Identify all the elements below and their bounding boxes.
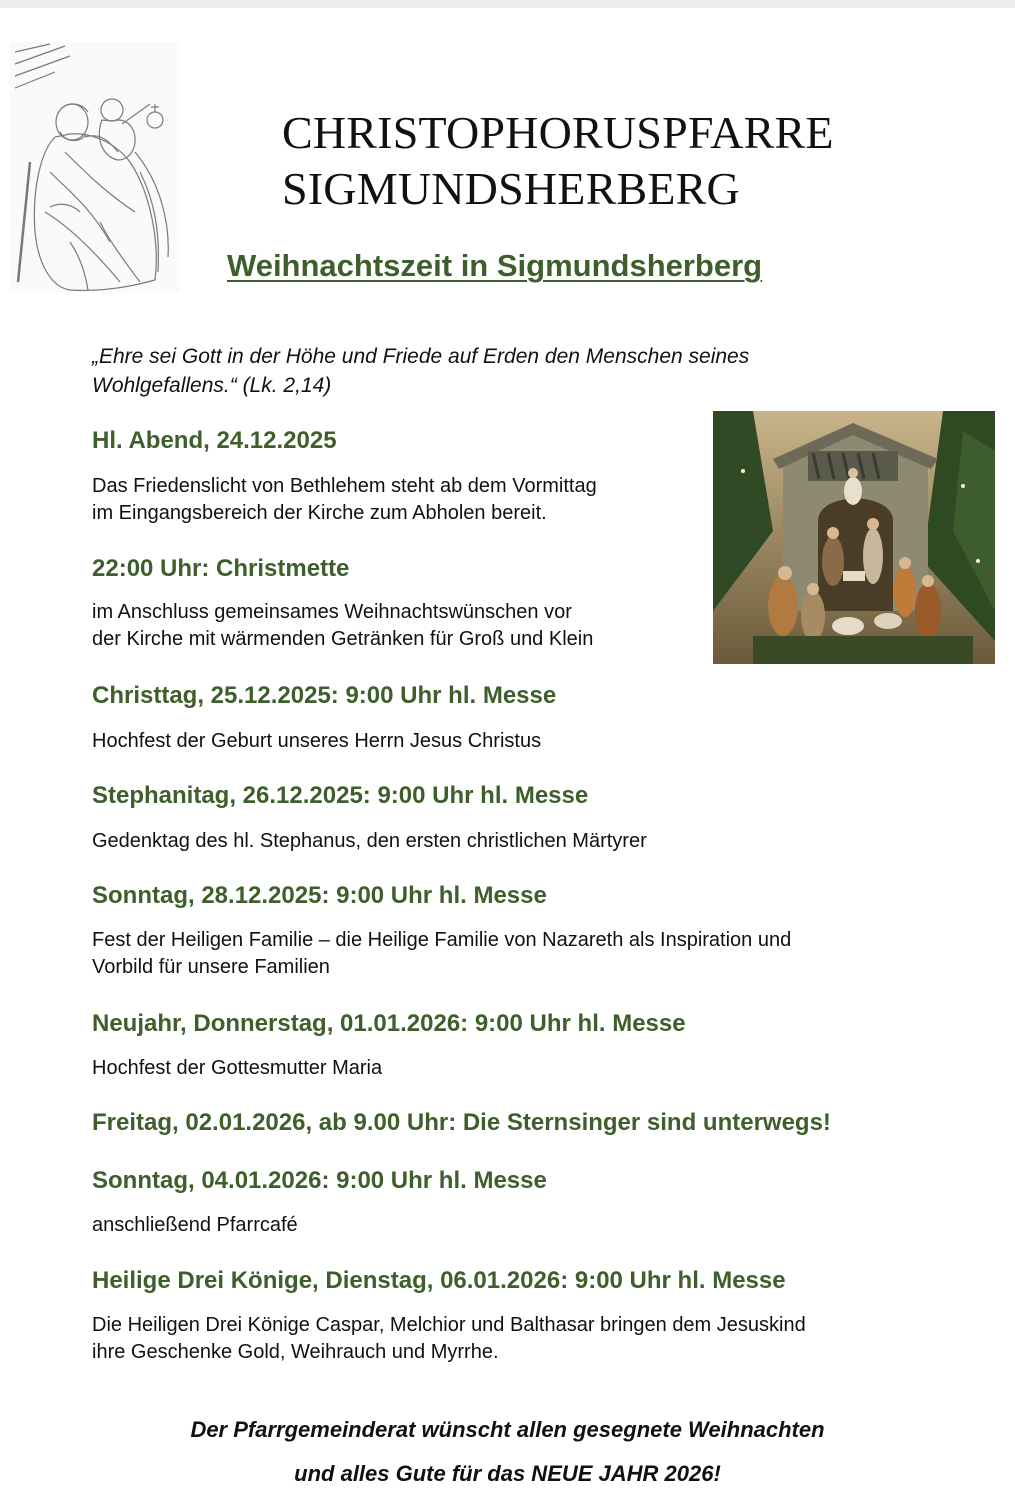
nativity-scene-photo	[713, 411, 995, 664]
event-desc-neujahr	[92, 1055, 972, 1082]
event-desc-line: Die Heiligen Drei Könige Caspar, Melchior und Balthasar bringen dem Jesuskind	[92, 1314, 806, 1336]
event-title-sonntag-04: Sonntag, 04.01.2026: 9:00 Uhr hl. Messe	[92, 1167, 547, 1194]
event-desc-stephanitag	[92, 828, 972, 855]
quote-line2: Wohlgefallens.“	[92, 374, 237, 397]
event-title-christmette: 22:00 Uhr: Christmette	[92, 555, 350, 582]
event-title-christtag: Christtag, 25.12.2025: 9:00 Uhr hl. Messe	[92, 682, 557, 709]
event-desc-line: ihre Geschenke Gold, Weihrauch und Myrrhe.	[92, 1341, 499, 1363]
saint-christopher-engraving	[10, 42, 180, 292]
event-desc-line: Vorbild für unsere Familien	[92, 956, 330, 978]
event-title-christmas-eve: Hl. Abend, 24.12.2025	[92, 427, 337, 454]
event-desc-line: anschließend Pfarrcafé	[92, 1214, 298, 1236]
event-desc-christmas-eve	[92, 473, 697, 527]
event-desc-line: Gedenktag des hl. Stephanus, den ersten christlichen Märtyrer	[92, 830, 647, 852]
event-title-stephanitag: Stephanitag, 26.12.2025: 9:00 Uhr hl. Messe	[92, 782, 589, 809]
event-desc-line: Fest der Heiligen Familie – die Heilige Familie von Nazareth als Inspiration und	[92, 929, 792, 951]
event-desc-line: Hochfest der Gottesmutter Maria	[92, 1057, 383, 1079]
event-desc-line: Hochfest der Geburt unseres Herrn Jesus Christus	[92, 730, 542, 752]
event-desc-line: im Anschluss gemeinsames Weihnachtswünschen vor	[92, 601, 572, 623]
page-subtitle: Weihnachtszeit in Sigmundsherberg	[227, 248, 763, 283]
event-title-neujahr: Neujahr, Donnerstag, 01.01.2026: 9:00 Uhr hl. Messe	[92, 1010, 686, 1037]
event-title-drei-koenige: Heilige Drei Könige, Dienstag, 06.01.2026: 9:00 Uhr hl. Messe	[92, 1267, 786, 1294]
event-desc-christmette	[92, 599, 697, 653]
quote-line1: „Ehre sei Gott in der Höhe und Friede auf Erden den Menschen seines	[92, 345, 750, 368]
closing-greeting	[0, 1408, 1015, 1496]
event-desc-sonntag-28	[92, 927, 972, 981]
event-desc-line: der Kirche mit wärmenden Getränken für Groß und Klein	[92, 628, 594, 650]
event-desc-sonntag-04	[92, 1212, 972, 1239]
top-margin-bar	[0, 0, 1015, 8]
bible-quote	[92, 342, 922, 400]
parish-title	[282, 105, 834, 217]
event-desc-line: im Eingangsbereich der Kirche zum Abholen bereit.	[92, 502, 547, 524]
event-title-sternsinger: Freitag, 02.01.2026, ab 9.00 Uhr: Die Sternsinger sind unterwegs!	[92, 1109, 831, 1136]
parish-title-line1: CHRISTOPHORUSPFARRE	[282, 107, 834, 158]
closing-line2: und alles Gute für das NEUE JAHR 2026!	[294, 1461, 721, 1486]
quote-reference: (Lk. 2,14)	[236, 374, 332, 397]
event-desc-line: Das Friedenslicht von Bethlehem steht ab dem Vormittag	[92, 475, 597, 497]
closing-line1: Der Pfarrgemeinderat wünscht allen gesegnete Weihnachten	[190, 1417, 825, 1442]
parish-title-line2: SIGMUNDSHERBERG	[282, 163, 740, 214]
event-desc-christtag	[92, 728, 972, 755]
event-desc-drei-koenige	[92, 1312, 972, 1366]
event-title-sonntag-28: Sonntag, 28.12.2025: 9:00 Uhr hl. Messe	[92, 882, 547, 909]
